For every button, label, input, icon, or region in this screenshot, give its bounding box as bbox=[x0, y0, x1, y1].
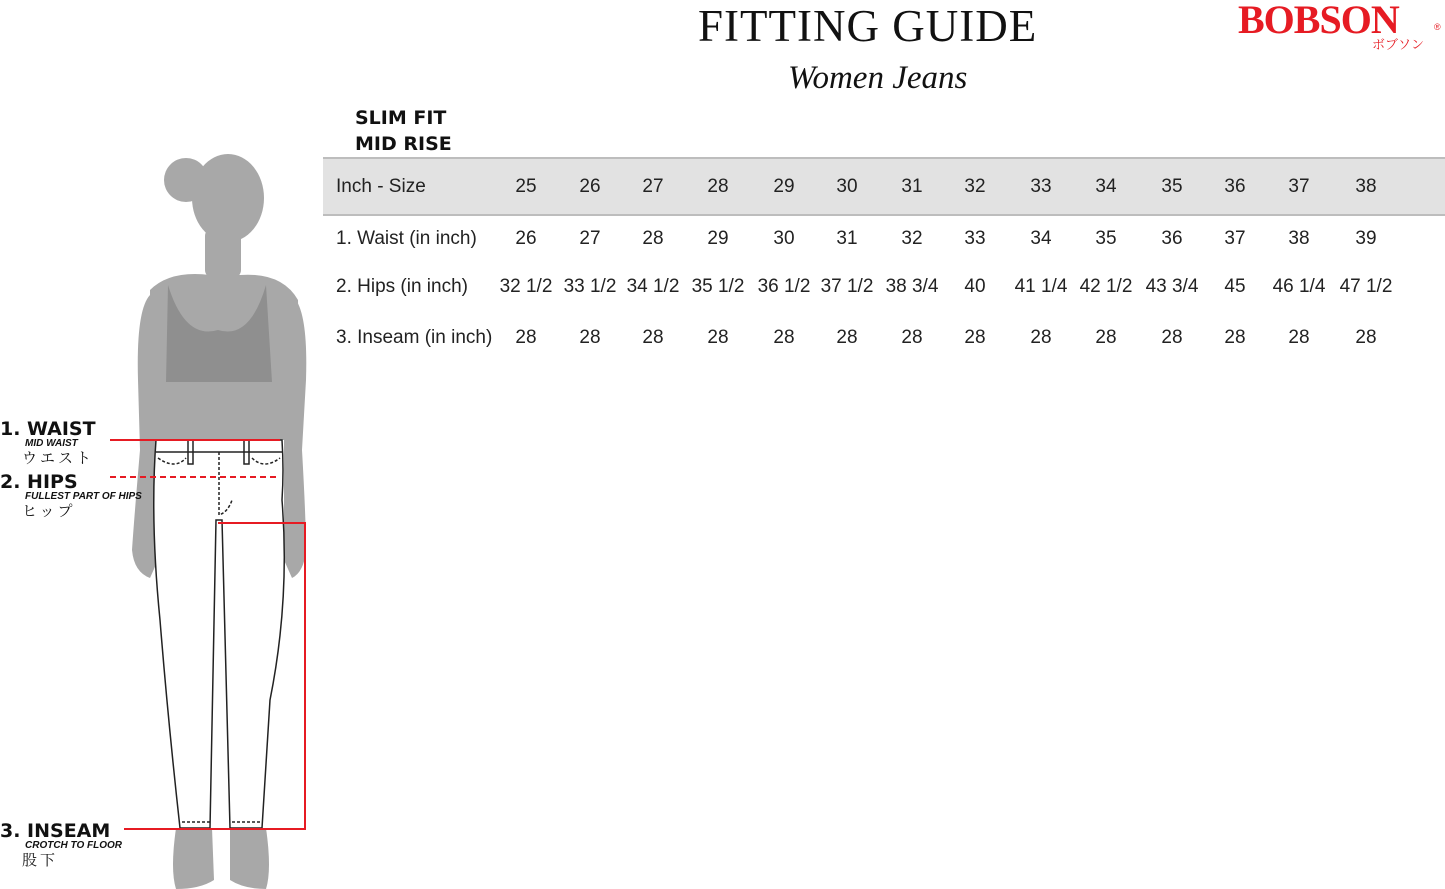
table-cell: 28 bbox=[1161, 327, 1183, 348]
table-cell: 32 1/2 bbox=[499, 276, 553, 297]
hips-label: 2. HIPS bbox=[0, 471, 78, 493]
header-label: Inch - Size bbox=[336, 176, 426, 197]
table-cell: 36 1/2 bbox=[757, 276, 811, 297]
table-cell: 35 bbox=[1095, 228, 1117, 249]
table-cell: 28 bbox=[1030, 327, 1052, 348]
hips-sub-label: FULLEST PART OF HIPS bbox=[25, 491, 142, 502]
jeans bbox=[154, 440, 285, 828]
table-cell: 46 1/4 bbox=[1272, 276, 1326, 297]
table-cell: 37 1/2 bbox=[820, 276, 874, 297]
table-cell: 28 bbox=[1095, 327, 1117, 348]
table-row-waist bbox=[323, 228, 1445, 258]
table-cell: 28 bbox=[901, 327, 923, 348]
table-cell: 28 bbox=[773, 327, 795, 348]
table-cell: 28 bbox=[642, 327, 664, 348]
size-header-cell: 27 bbox=[642, 176, 664, 197]
table-cell: 28 bbox=[836, 327, 858, 348]
row-label: 3. Inseam (in inch) bbox=[336, 327, 493, 348]
size-header-cell: 29 bbox=[773, 176, 795, 197]
brand-name: BOBSON bbox=[1238, 0, 1399, 42]
table-cell: 35 1/2 bbox=[691, 276, 745, 297]
table-cell: 38 bbox=[1288, 228, 1310, 249]
waist-kana: ウエスト bbox=[22, 450, 95, 467]
inseam-sub-label: CROTCH TO FLOOR bbox=[25, 840, 123, 851]
inseam-kana: 股下 bbox=[22, 852, 59, 869]
table-cell: 28 bbox=[707, 327, 729, 348]
table-cell: 30 bbox=[773, 228, 795, 249]
size-header-cell: 37 bbox=[1288, 176, 1310, 197]
inseam-label-group bbox=[0, 820, 122, 870]
table-cell: 31 bbox=[836, 228, 858, 249]
table-row-inseam bbox=[323, 327, 1445, 357]
table-cell: 34 1/2 bbox=[626, 276, 680, 297]
hips-kana: ヒップ bbox=[22, 503, 76, 520]
registered-mark: ® bbox=[1434, 22, 1441, 32]
waist-sub-label: MID WAIST bbox=[25, 438, 78, 449]
table-cell: 40 bbox=[964, 276, 986, 297]
table-cell: 47 1/2 bbox=[1339, 276, 1393, 297]
table-cell: 33 bbox=[964, 228, 986, 249]
table-cell: 27 bbox=[579, 228, 601, 249]
table-cell: 38 3/4 bbox=[885, 276, 939, 297]
row-label: 2. Hips (in inch) bbox=[336, 276, 468, 297]
table-cell: 28 bbox=[1288, 327, 1310, 348]
table-cell: 41 1/4 bbox=[1014, 276, 1068, 297]
table-cell: 28 bbox=[1355, 327, 1377, 348]
size-header-cell: 28 bbox=[707, 176, 729, 197]
size-header-cell: 31 bbox=[901, 176, 923, 197]
table-cell: 28 bbox=[964, 327, 986, 348]
size-header-cell: 25 bbox=[515, 176, 537, 197]
brand-logo bbox=[1238, 0, 1443, 52]
table-cell: 29 bbox=[707, 228, 729, 249]
table-cell: 28 bbox=[642, 228, 664, 249]
waist-label: 1. WAIST bbox=[0, 418, 96, 440]
size-header-cell: 38 bbox=[1355, 176, 1377, 197]
size-header-cell: 34 bbox=[1095, 176, 1117, 197]
fit-type-label: SLIM FIT bbox=[355, 107, 447, 129]
size-header-cell: 26 bbox=[579, 176, 601, 197]
table-cell: 43 3/4 bbox=[1145, 276, 1199, 297]
row-label: 1. Waist (in inch) bbox=[336, 228, 477, 249]
table-cell: 36 bbox=[1161, 228, 1183, 249]
size-header-cell: 36 bbox=[1224, 176, 1246, 197]
table-row-hips bbox=[323, 276, 1445, 306]
waist-label-group bbox=[0, 418, 96, 468]
table-cell: 37 bbox=[1224, 228, 1246, 249]
hips-label-group bbox=[0, 471, 142, 521]
size-header-cell: 32 bbox=[964, 176, 986, 197]
table-cell: 32 bbox=[901, 228, 923, 249]
table-cell: 45 bbox=[1224, 276, 1246, 297]
table-cell: 33 1/2 bbox=[563, 276, 617, 297]
inseam-label: 3. INSEAM bbox=[0, 820, 111, 842]
size-header-cell: 35 bbox=[1161, 176, 1183, 197]
table-cell: 39 bbox=[1355, 228, 1377, 249]
rise-type-label: MID RISE bbox=[355, 133, 452, 155]
table-cell: 34 bbox=[1030, 228, 1052, 249]
table-cell: 26 bbox=[515, 228, 537, 249]
table-cell: 28 bbox=[579, 327, 601, 348]
table-cell: 28 bbox=[1224, 327, 1246, 348]
page-title: FITTING GUIDE bbox=[698, 1, 1038, 51]
size-header-cell: 30 bbox=[836, 176, 858, 197]
table-cell: 42 1/2 bbox=[1079, 276, 1133, 297]
table-header bbox=[323, 157, 1445, 216]
page-subtitle: Women Jeans bbox=[788, 60, 968, 96]
size-header-cell: 33 bbox=[1030, 176, 1052, 197]
brand-kana: ボブソン bbox=[1372, 37, 1425, 52]
table-cell: 28 bbox=[515, 327, 537, 348]
